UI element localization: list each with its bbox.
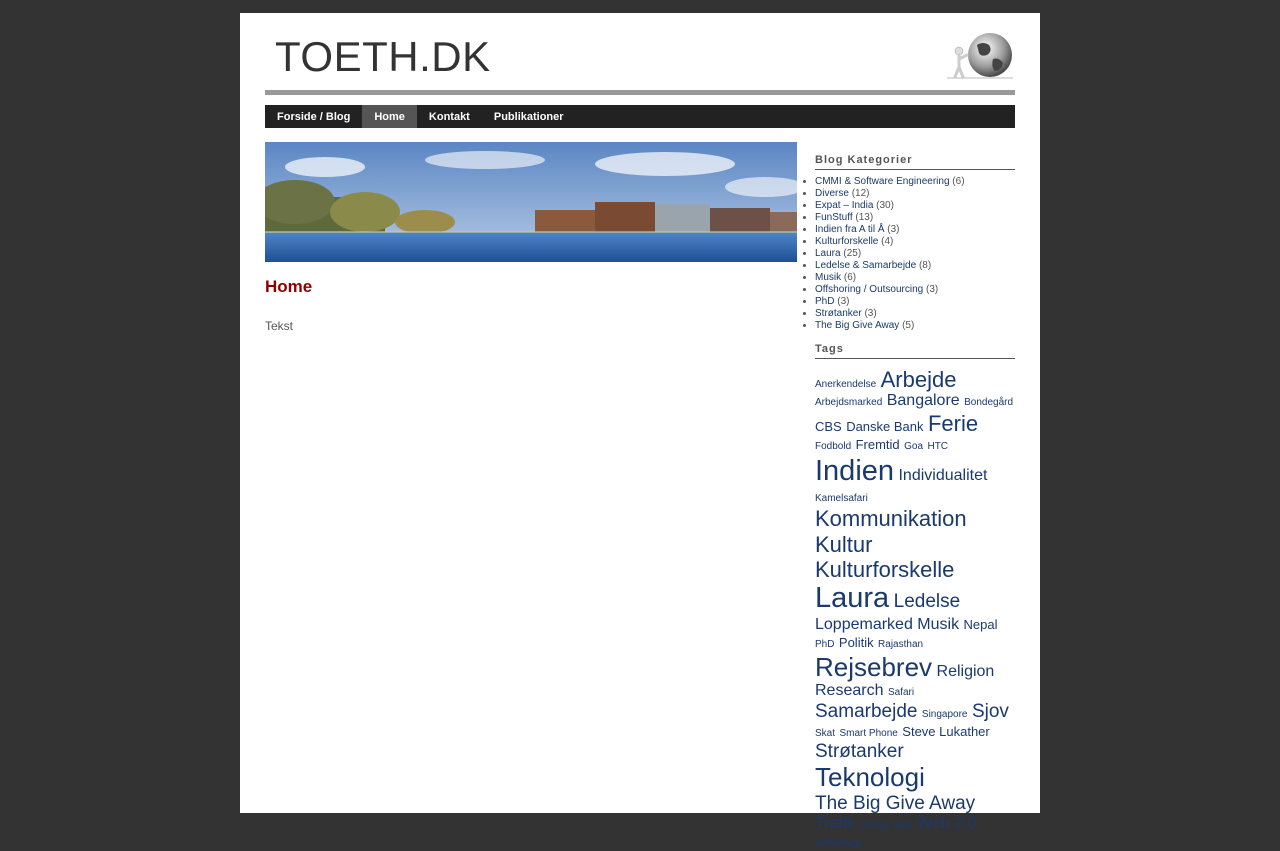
category-item — [815, 176, 1015, 188]
category-item — [815, 200, 1015, 212]
tag-link[interactable]: Vertigo — [858, 819, 890, 831]
nav-item-kontakt[interactable]: Kontakt — [428, 110, 470, 123]
category-link[interactable]: Kulturforskelle — [815, 236, 879, 247]
banner-lake-photo — [265, 142, 797, 262]
nav-item-home[interactable]: Home — [362, 105, 417, 128]
tag-link[interactable]: Danske Bank — [846, 418, 924, 434]
categories-list — [815, 176, 1015, 332]
tag-link[interactable]: Kultur — [815, 531, 873, 557]
category-link[interactable]: The Big Give Away — [815, 320, 900, 331]
category-count: (4) — [881, 236, 894, 247]
category-link[interactable]: CMMI & Software Engineering — [815, 176, 950, 187]
tag-link[interactable]: Fremtid — [855, 437, 900, 453]
category-item — [815, 272, 1015, 284]
category-count: (3) — [887, 224, 900, 235]
tag-link[interactable]: Indien — [815, 454, 895, 487]
nav-item-forside-blog[interactable]: Forside / Blog — [277, 110, 351, 123]
tag-link[interactable]: Loppemarked — [815, 615, 913, 633]
category-count: (25) — [843, 248, 862, 259]
globe-logo-icon[interactable] — [945, 31, 1015, 81]
site-title[interactable]: TOETH.DK — [275, 33, 491, 80]
category-item — [815, 320, 1015, 332]
category-link[interactable]: Offshoring / Outsourcing — [815, 284, 924, 295]
tag-link[interactable]: Bangalore — [886, 392, 960, 410]
category-link[interactable]: Diverse — [815, 188, 849, 199]
tag-link[interactable]: Samarbejde — [815, 700, 918, 722]
tag-link[interactable]: Web 2.0 — [917, 814, 977, 832]
category-count: (5) — [902, 320, 915, 331]
category-count: (13) — [855, 212, 874, 223]
tag-link[interactable]: Research — [815, 682, 884, 700]
category-link[interactable]: Strøtanker — [815, 308, 862, 319]
category-count: (3) — [837, 296, 850, 307]
category-count: (3) — [925, 284, 939, 295]
tag-link[interactable]: Fodbold — [815, 441, 852, 453]
tag-link[interactable]: Ferie — [927, 410, 979, 436]
tag-link[interactable]: HTC — [927, 441, 949, 453]
tag-link[interactable]: Goa — [904, 441, 924, 453]
category-count: (3) — [864, 308, 877, 319]
category-link[interactable]: Indien fra A til Å — [815, 224, 885, 235]
tag-link[interactable]: PhD — [815, 639, 835, 651]
tag-link[interactable]: Nepal — [963, 616, 998, 632]
main-navigation — [265, 105, 1015, 128]
category-item — [815, 248, 1015, 260]
tag-link[interactable]: web — [894, 819, 913, 831]
tag-link[interactable]: Arbejdsmarked — [815, 397, 883, 409]
tag-link[interactable]: Religion — [936, 662, 995, 680]
categories-heading: Blog Kategorier — [815, 154, 1015, 170]
category-item — [815, 224, 1015, 236]
category-count: (6) — [843, 272, 857, 283]
page-title: Home — [265, 277, 313, 296]
sidebar — [815, 154, 1015, 851]
header-divider — [265, 90, 1015, 95]
tag-link[interactable]: Smart Phone — [839, 727, 898, 739]
category-link[interactable]: Musik — [815, 272, 842, 283]
category-item — [815, 188, 1015, 200]
category-item — [815, 308, 1015, 320]
tag-link[interactable]: Politik — [838, 635, 874, 651]
category-link[interactable]: PhD — [815, 296, 835, 307]
category-item — [815, 236, 1015, 248]
category-link[interactable]: FunStuff — [815, 212, 853, 223]
tag-link[interactable]: Laura — [815, 582, 890, 615]
tag-link[interactable]: Bondegård — [964, 397, 1014, 409]
category-item — [815, 260, 1015, 272]
tag-cloud — [815, 367, 1015, 851]
nav-item-publikationer[interactable]: Publikationer — [493, 110, 564, 123]
tag-link[interactable]: Musik — [917, 615, 960, 633]
tag-link[interactable]: Singapore — [921, 708, 968, 720]
tag-link[interactable]: Anerkendelse — [815, 379, 877, 390]
page-body-text: Tekst — [265, 319, 294, 333]
category-count: (8) — [918, 260, 932, 271]
category-count: (30) — [876, 200, 894, 211]
category-item — [815, 212, 1015, 224]
tag-link[interactable]: Arbejde — [880, 367, 957, 392]
tag-link[interactable]: Rejsebrev — [815, 651, 933, 682]
tag-link[interactable]: Strøtanker — [815, 741, 904, 763]
category-item — [815, 296, 1015, 308]
tag-link[interactable]: Kulturforskelle — [815, 557, 955, 583]
tag-link[interactable]: Individualitet — [898, 466, 988, 484]
tag-link[interactable]: Kommunikation — [815, 506, 967, 532]
category-link[interactable]: Ledelse & Samarbejde — [815, 260, 917, 271]
category-link[interactable]: Expat – India — [815, 200, 874, 211]
tag-link[interactable]: Steve Lukather — [902, 723, 990, 739]
category-count: (6) — [952, 176, 965, 187]
category-item — [815, 284, 1015, 296]
banner-image — [265, 142, 797, 262]
tag-link[interactable]: Kamelsafari — [815, 492, 868, 504]
tags-heading: Tags — [815, 343, 1015, 359]
tag-link[interactable]: Sjov — [971, 700, 1009, 722]
tag-link[interactable]: Teknologi — [815, 761, 925, 792]
tag-link[interactable]: Skat — [815, 727, 836, 739]
tag-link[interactable]: Ledelse — [893, 591, 961, 613]
category-link[interactable]: Laura — [815, 248, 841, 259]
page-container — [240, 13, 1040, 850]
tag-link[interactable]: The Big Give Away — [815, 792, 976, 814]
category-count: (12) — [851, 188, 870, 199]
tag-link[interactable]: Safari — [887, 687, 915, 699]
tag-link[interactable]: webdesign — [815, 838, 863, 850]
tag-link[interactable]: CBS — [815, 418, 842, 434]
tag-link[interactable]: Rajasthan — [878, 639, 924, 651]
tag-link[interactable]: Trafik — [815, 814, 855, 832]
